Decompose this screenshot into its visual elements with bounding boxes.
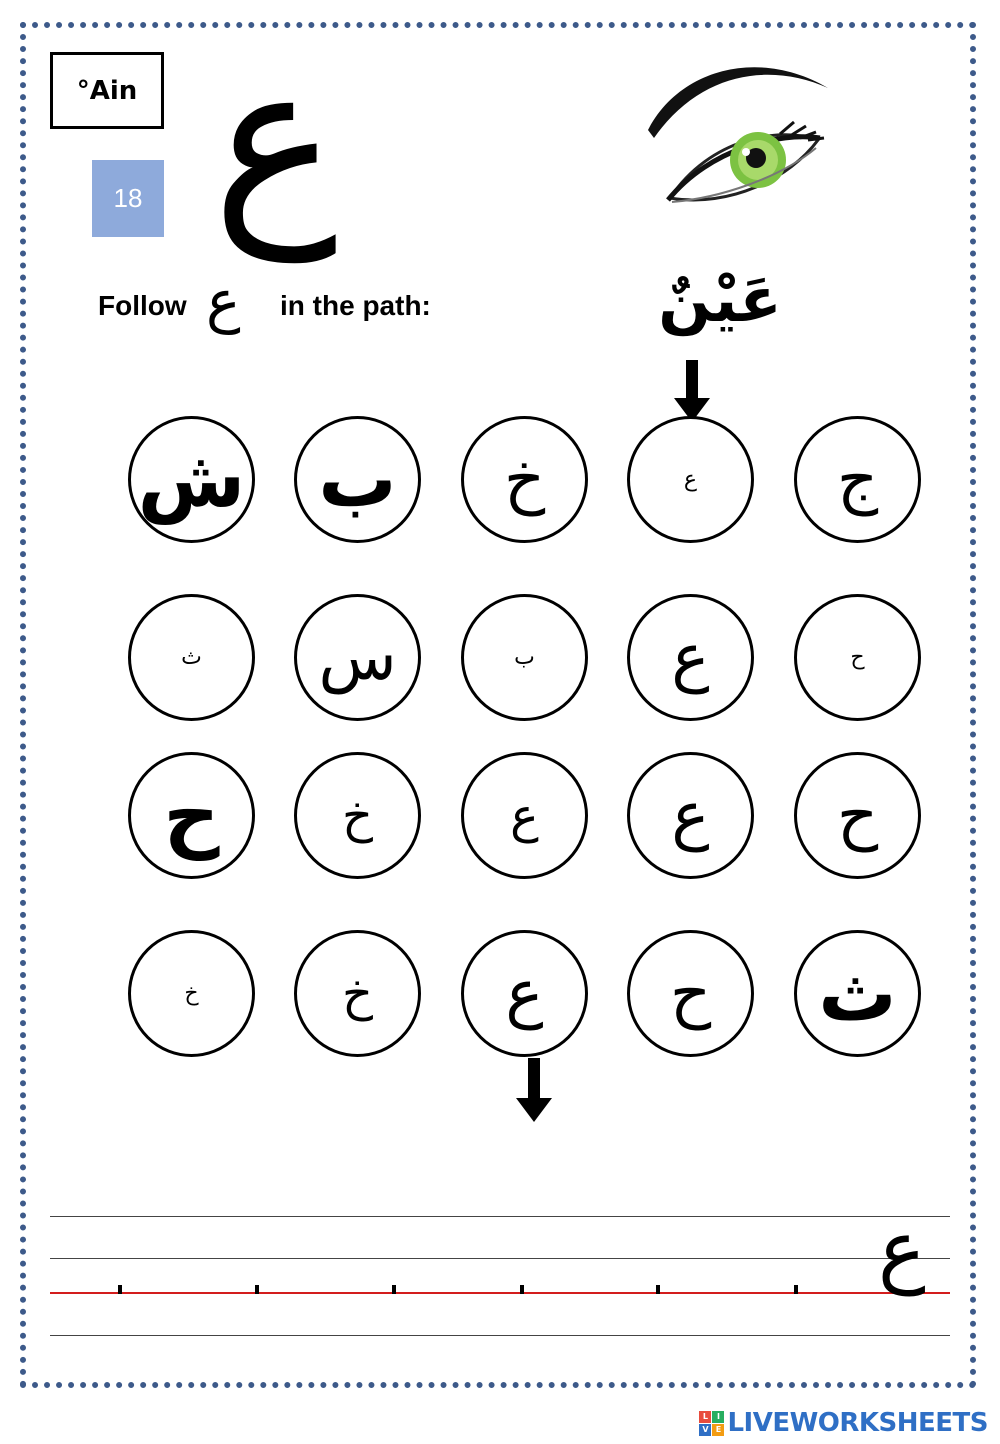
letter-circle[interactable] [128, 594, 255, 721]
letter-circle[interactable] [128, 930, 255, 1057]
circle-letter: ع [671, 620, 710, 695]
circle-letter: ع [683, 466, 698, 492]
circle-letter: ح [669, 956, 712, 1031]
model-letter: ع [878, 1203, 926, 1296]
brand-logo-icon [699, 1411, 724, 1436]
letter-circle[interactable] [461, 594, 588, 721]
logo-square: L [699, 1411, 711, 1423]
logo-square: E [712, 1424, 724, 1436]
letter-circle[interactable] [461, 930, 588, 1057]
handwriting-lines [50, 1200, 950, 1350]
instruction-letter: ع [206, 267, 241, 335]
letter-circle[interactable] [294, 594, 421, 721]
letter-circle[interactable] [794, 752, 921, 879]
letter-circle[interactable] [294, 416, 421, 543]
circle-letter: ح [850, 644, 865, 670]
logo-square: V [699, 1424, 711, 1436]
letter-circle[interactable] [294, 752, 421, 879]
letter-circle[interactable] [627, 752, 754, 879]
writing-dot [255, 1285, 259, 1294]
writing-dot [118, 1285, 122, 1294]
circle-letter: ب [318, 434, 397, 525]
end-arrow [516, 1058, 552, 1122]
big-letter: ع [212, 17, 338, 262]
circle-letter: ب [514, 644, 535, 670]
circle-letter: خ [342, 787, 373, 844]
letter-circle[interactable] [627, 416, 754, 543]
circle-letter: ح [163, 770, 220, 861]
circle-letter: ث [818, 948, 897, 1039]
letter-circle[interactable] [794, 416, 921, 543]
circle-letter: ش [137, 434, 246, 525]
circle-letter: ج [836, 442, 879, 517]
letter-circle[interactable] [627, 930, 754, 1057]
writing-dot [656, 1285, 660, 1294]
letter-circle[interactable] [461, 416, 588, 543]
circle-letter: ع [671, 778, 710, 853]
circle-letter: ث [181, 644, 202, 670]
letter-circle[interactable] [627, 594, 754, 721]
page-number-badge: 18 [92, 160, 164, 237]
top-line [50, 1216, 950, 1217]
circle-letter: خ [503, 442, 546, 517]
letter-name: °Ain [76, 75, 138, 106]
letter-circle[interactable] [128, 416, 255, 543]
letter-circle[interactable] [794, 930, 921, 1057]
writing-dot [520, 1285, 524, 1294]
logo-square: I [712, 1411, 724, 1423]
letter-circle[interactable] [294, 930, 421, 1057]
circle-letter: خ [184, 980, 199, 1006]
letter-circle[interactable] [128, 752, 255, 879]
circle-letter: ع [510, 787, 539, 844]
bottom-line [50, 1335, 950, 1336]
circle-letter: س [318, 620, 397, 695]
mid-line [50, 1258, 950, 1259]
writing-dot [392, 1285, 396, 1294]
footer-brand [699, 1408, 988, 1438]
example-word: عَيْنٌ [658, 263, 782, 336]
instruction-text-after: in the path: [280, 290, 431, 321]
letter-circle[interactable] [461, 752, 588, 879]
circle-letter: ح [836, 778, 879, 853]
circle-letter: خ [342, 965, 373, 1022]
baseline [50, 1292, 950, 1294]
instruction-text-before: Follow [98, 290, 187, 321]
letter-circle[interactable] [794, 594, 921, 721]
writing-dot [794, 1285, 798, 1294]
brand-name: LIVEWORKSHEETS [727, 1408, 988, 1438]
circle-letter: ع [505, 956, 544, 1031]
